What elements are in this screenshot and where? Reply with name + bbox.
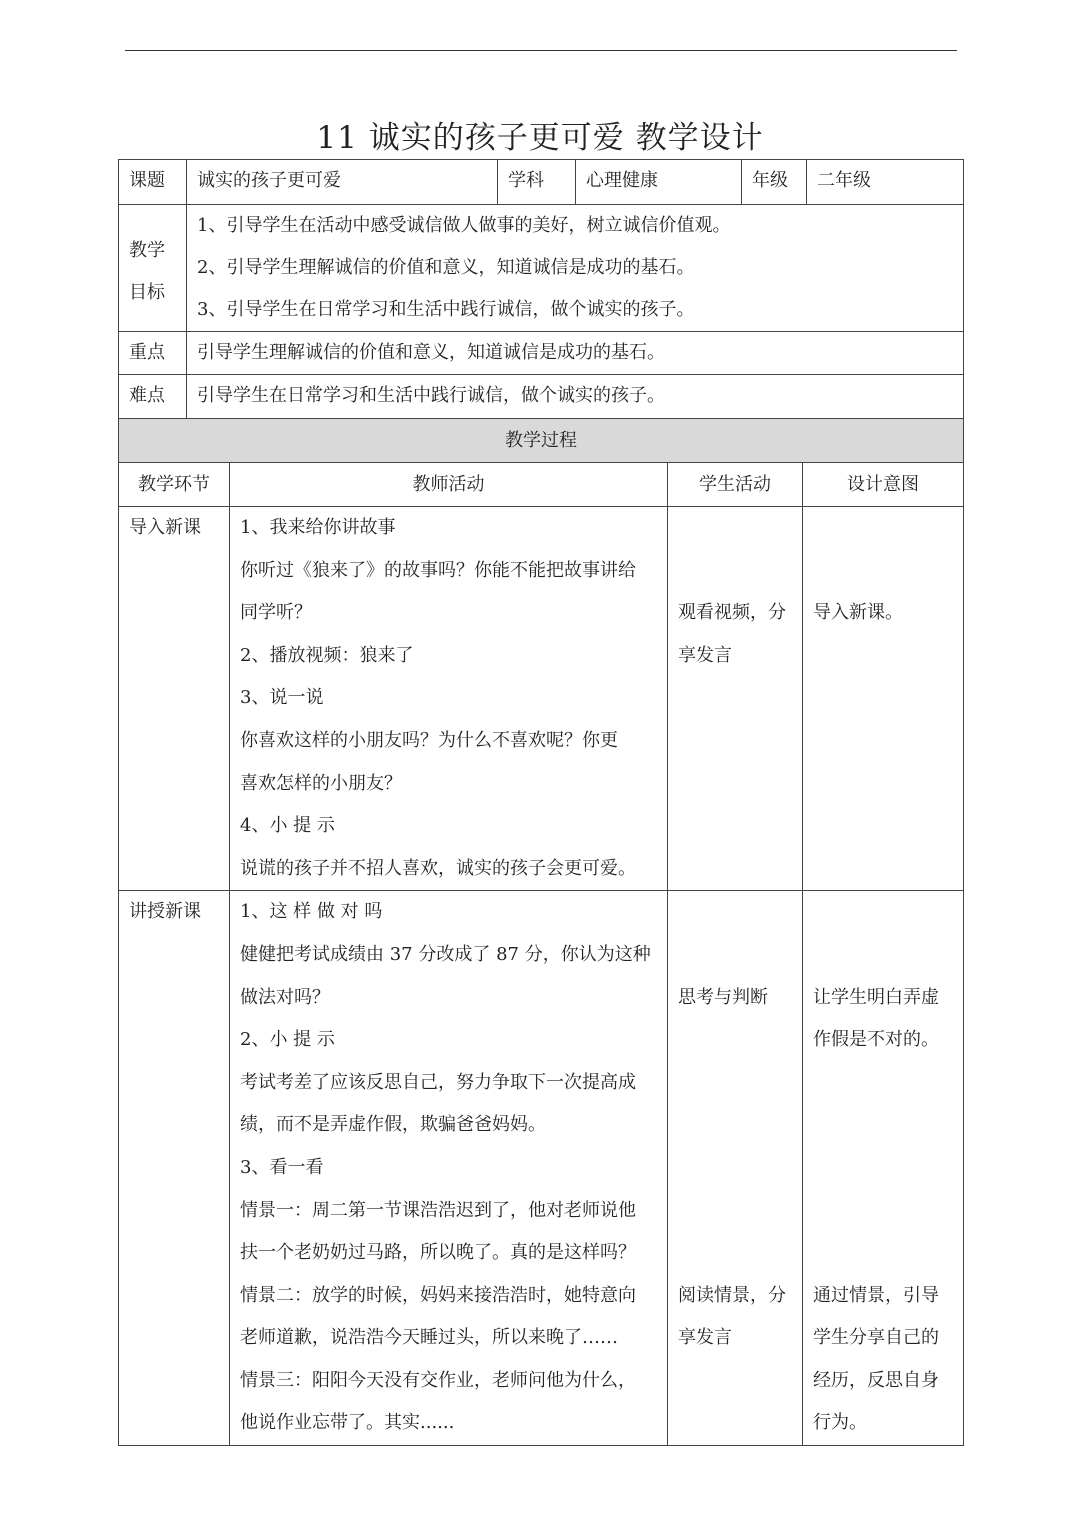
topic-value: 诚实的孩子更可爱 — [187, 160, 498, 205]
key-value: 引导学生理解诚信的价值和意义，知道诚信是成功的基石。 — [187, 332, 964, 375]
header-intent: 设计意图 — [803, 463, 964, 507]
info-table — [118, 159, 964, 419]
section-title: 教学过程 — [119, 419, 964, 463]
table-row — [119, 891, 964, 1446]
page-title: 11 诚实的孩子更可爱 教学设计 — [316, 120, 764, 156]
goal-item: 1、引导学生在活动中感受诚信做人做事的美好，树立诚信价值观。 — [197, 215, 731, 236]
stage-cell: 讲授新课 — [119, 891, 230, 1446]
student-cell: 观看视频，分 享发言 — [668, 507, 803, 891]
goals-label: 教学 目标 — [119, 205, 187, 332]
difficult-label: 难点 — [119, 375, 187, 419]
teacher-cell: 1、这 样 做 对 吗 健健把考试成绩由 37 分改成了 87 分，你认为这种 做法对吗？ 2、小 提 示 考试考差了应该反思自己，努力争取下一次提高成 绩，而不是弄虚作假，欺骗爸爸妈妈。 3、看一看 情景一：周二第一节课浩浩迟到了，他对老师说他 扶一个老奶奶过马路，所以晚了。真的是这样吗？ 情景二：放学的时候，妈妈来接浩浩时，她特意向 老师道歉，说浩浩今天睡过头，所以来晚了…… 情景三：阳阳今天没有交作业，老师问他为什么， 他说作业忘带了。其实...... — [230, 891, 668, 1446]
header-teacher: 教师活动 — [230, 463, 668, 507]
goal-item: 3、引导学生在日常学习和生活中践行诚信，做个诚实的孩子。 — [197, 299, 695, 320]
stage-cell: 导入新课 — [119, 507, 230, 891]
topic-label: 课题 — [119, 160, 187, 205]
table-row — [119, 507, 964, 891]
goal-item: 2、引导学生理解诚信的价值和意义，知道诚信是成功的基石。 — [197, 257, 695, 278]
process-table — [118, 418, 964, 1446]
grade-label: 年级 — [742, 160, 807, 205]
difficult-value: 引导学生在日常学习和生活中践行诚信，做个诚实的孩子。 — [187, 375, 964, 419]
grade-value: 二年级 — [807, 160, 964, 205]
subject-label: 学科 — [498, 160, 576, 205]
intent-cell: 导入新课。 — [803, 507, 964, 891]
intent-cell: 让学生明白弄虚 作假是不对的。 通过情景，引导 学生分享自己的 经历，反思自身 行为。 — [803, 891, 964, 1446]
header-student: 学生活动 — [668, 463, 803, 507]
teacher-cell: 1、我来给你讲故事 你听过《狼来了》的故事吗？你能不能把故事讲给 同学听？ 2、播放视频：狼来了 3、说一说 你喜欢这样的小朋友吗？为什么不喜欢呢？你更 喜欢怎样的小朋友？ 4、小 提 示 说谎的孩子并不招人喜欢，诚实的孩子会更可爱。 — [230, 507, 668, 891]
header-stage: 教学环节 — [119, 463, 230, 507]
key-label: 重点 — [119, 332, 187, 375]
subject-value: 心理健康 — [576, 160, 742, 205]
goals-list — [187, 205, 964, 332]
header-rule — [125, 50, 957, 51]
student-cell: 思考与判断 阅读情景，分 享发言 — [668, 891, 803, 1446]
